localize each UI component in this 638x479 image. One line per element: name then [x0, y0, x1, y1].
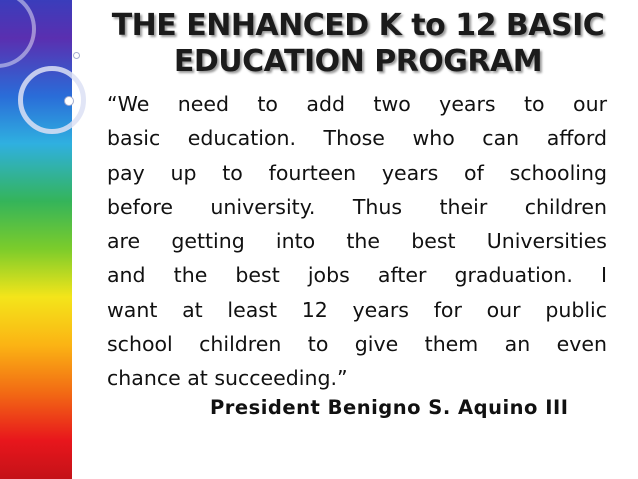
quote-text — [107, 87, 607, 396]
quote-line: are getting into the best Universities — [107, 229, 607, 254]
quote-line: and the best jobs after graduation. I — [107, 263, 607, 288]
quote-line: pay up to fourteen years of schooling — [107, 160, 607, 185]
ring-icon — [18, 66, 86, 134]
title-line-2: EDUCATION PROGRAM — [173, 44, 543, 79]
circle-dot-icon — [64, 96, 74, 106]
quote-line: want at least 12 years for our public — [107, 297, 607, 322]
slide-title — [98, 8, 618, 80]
quote-line: before university. Thus their children — [107, 194, 607, 219]
quote-line: “We need to add two years to our — [107, 92, 607, 116]
quote-attribution: President Benigno S. Aquino III — [210, 396, 569, 419]
circle-dot-icon — [73, 52, 80, 59]
quote-line: chance at succeeding.” — [107, 366, 348, 391]
rainbow-side-bar — [0, 0, 72, 479]
quote-line: school children to give them an even — [107, 332, 607, 357]
quote-line: basic education. Those who can afford — [107, 126, 607, 151]
ring-icon — [0, 0, 36, 68]
title-line-1: THE ENHANCED K to 12 BASIC — [111, 8, 605, 43]
